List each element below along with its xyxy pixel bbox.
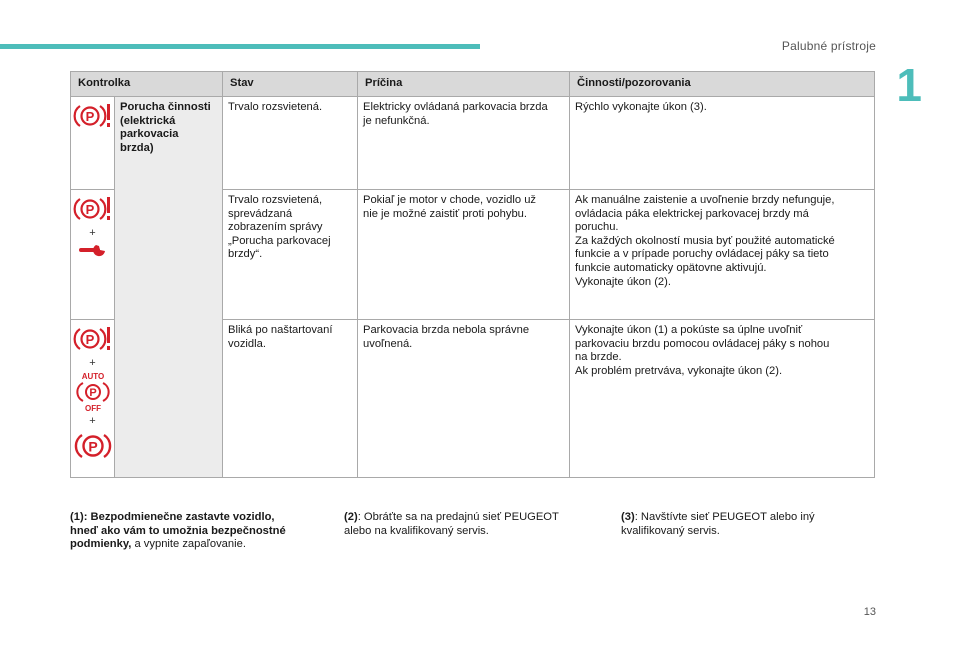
stav-line: brzdy“. — [228, 248, 263, 261]
cinnosti-line: Ak manuálne zaistenie a uvoľnenie brzdy nefunguje, — [575, 194, 835, 206]
auto-park-off-icon — [75, 372, 111, 412]
svg-text:P: P — [88, 387, 97, 399]
cinnosti-line: Ak problém pretrváva, vykonajte úkon (2). — [575, 364, 783, 377]
footnote-2 — [344, 511, 594, 538]
pricina-cell — [358, 190, 570, 320]
stav-cell — [223, 320, 358, 478]
wrench-icon — [78, 242, 108, 258]
svg-text:P: P — [85, 109, 94, 124]
page-number: 13 — [863, 606, 876, 618]
footnote-text: : Obráťte sa na predajnú sieť PEUGEOT — [357, 511, 559, 523]
lamp-name-line: brzda) — [120, 141, 154, 154]
pricina-line: Parkovacia brzda nebola správne — [363, 324, 530, 336]
pricina-line: Elektricky ovládaná parkovacia brzda — [363, 101, 548, 113]
stav-cell — [223, 190, 358, 320]
stav-line: zobrazením správy — [228, 221, 323, 234]
stav-cell — [223, 97, 358, 190]
pricina-line: je nefunkčná. — [363, 114, 430, 127]
footnote-text: alebo na kvalifikovaný servis. — [344, 524, 489, 537]
cinnosti-line: funkcie automaticky opätovne aktivujú. — [575, 261, 767, 274]
footnote-text: : Navštívte sieť PEUGEOT alebo iný — [634, 511, 815, 523]
cinnosti-line: funkcie a v prípade poruchy ovládacej páky sa tieto — [575, 248, 829, 261]
cinnosti-line: Vykonajte úkon (2). — [575, 275, 671, 288]
svg-text:P: P — [85, 332, 94, 347]
stav-line: Trvalo rozsvietená, — [228, 194, 323, 206]
cinnosti-line: ovládacia páka elektrickej parkovacej brzdy má — [575, 207, 809, 220]
warning-lamp-table — [70, 71, 875, 478]
cinnosti-cell — [570, 320, 875, 478]
footnote-bold-line: podmienky, — [70, 538, 132, 551]
parking-brake-fault-icon — [73, 194, 113, 224]
header-accent-bar — [0, 44, 480, 49]
footnote-marker: (1) — [70, 511, 84, 523]
table-row — [71, 97, 875, 190]
plus-sign: + — [89, 415, 96, 427]
section-title: Palubné prístroje — [781, 39, 876, 53]
footnote-3 — [621, 511, 861, 538]
cinnosti-line: na brzde. — [575, 351, 622, 364]
column-header-pricina: Príčina — [358, 72, 570, 97]
plus-sign: + — [89, 227, 96, 239]
footnote-text: kvalifikovaný servis. — [621, 524, 720, 537]
footnote-bold-line: hneď ako vám to umožnia bezpečnostné — [70, 524, 286, 537]
cinnosti-line: parkovaciu brzdu pomocou ovládacej páky s nohou — [575, 337, 830, 350]
footnote-text: a vypnite zapaľovanie. — [131, 538, 246, 551]
cinnosti-cell — [570, 97, 875, 190]
svg-text:P: P — [87, 438, 98, 455]
column-header-kontrolka: Kontrolka — [71, 72, 223, 97]
column-header-stav: Stav — [223, 72, 358, 97]
lamp-name-line: (elektrická — [120, 114, 176, 127]
lamp-icons-cell — [71, 97, 115, 190]
footnote-marker: (3) — [621, 511, 635, 523]
cinnosti-line: Za každých okolností musia byť použité automatické — [575, 234, 835, 247]
cinnosti-line: Rýchlo vykonajte úkon (3). — [575, 101, 707, 113]
table-header-row — [71, 72, 875, 97]
column-header-cinnosti: Činnosti/pozorovania — [570, 72, 875, 97]
plus-sign: + — [89, 357, 96, 369]
lamp-name-line: parkovacia — [120, 128, 179, 141]
auto-label: AUTO — [81, 372, 104, 381]
lamp-name-cell — [115, 97, 223, 478]
footnote-marker: (2) — [344, 511, 358, 523]
footnote-bold-line: : Bezpodmienečne zastavte vozidlo, — [83, 511, 275, 523]
stav-line: vozidla. — [228, 337, 266, 350]
chapter-number: 1 — [896, 59, 922, 111]
lamp-icons-cell — [71, 190, 115, 320]
pricina-line: Pokiaľ je motor v chode, vozidlo už — [363, 194, 537, 206]
stav-line: sprevádzaná — [228, 207, 293, 220]
stav-line: Bliká po naštartovaní — [228, 324, 333, 336]
cinnosti-cell — [570, 190, 875, 320]
pricina-cell — [358, 320, 570, 478]
stav-line: „Porucha parkovacej — [228, 234, 331, 247]
pricina-cell — [358, 97, 570, 190]
pricina-line: nie je možné zaistiť proti pohybu. — [363, 207, 528, 220]
stav-line: Trvalo rozsvietená. — [228, 101, 323, 113]
parking-brake-icon — [73, 430, 113, 462]
lamp-name-line: Porucha činnosti — [120, 101, 211, 113]
cinnosti-line: Vykonajte úkon (1) a pokúste sa úplne uvoľniť — [575, 324, 803, 336]
cinnosti-line: poruchu. — [575, 221, 619, 234]
lamp-icons-cell — [71, 320, 115, 478]
footnote-1 — [70, 511, 310, 552]
pricina-line: uvoľnená. — [363, 337, 413, 350]
parking-brake-fault-icon — [73, 324, 113, 354]
parking-brake-fault-icon — [73, 101, 113, 131]
off-label: OFF — [84, 404, 101, 412]
svg-text:P: P — [85, 202, 94, 217]
